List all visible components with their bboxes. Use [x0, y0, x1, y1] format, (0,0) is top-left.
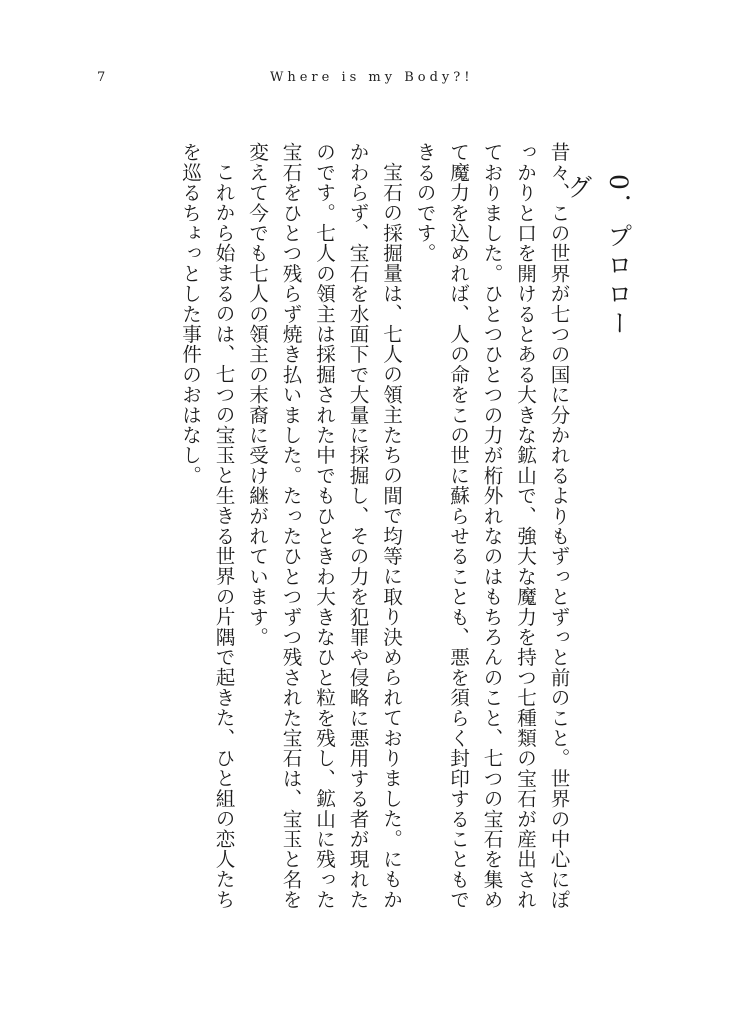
chapter-title: 0．プロローグ	[564, 174, 633, 339]
paragraph-2: 宝石の採掘量は、七人の領主たちの間で均等に取り決められておりました。にもかかわらず、宝石を水面下で大量に採掘し、その力を犯罪や侵略に悪用する者が現れたのです。七人の領主は採掘された中でもひときわ大きなひと粒を残し、鉱山に残った宝石をひとつ残らず焼き払いました。たったひとつずつ残された宝石は、宝玉と名を変えて今でも七人の領主の末裔に受け継がれています。	[245, 142, 403, 910]
running-title: Where is my Body?!	[270, 70, 474, 85]
body-text	[140, 142, 576, 914]
paragraph-1: 昔々、この世界が七つの国に分かれるよりもずっとずっと前のこと。世界の中心にぽっかりと口を開けるとある大きな鉱山で、強大な魔力を持つ七種類の宝石が産出されておりました。ひとつひとつの力が桁外れなのはもちろんのこと、七つの宝石を集めて魔力を込めれば、人の命をこの世に蘇らせることも、悪を須らく封印することもできるのです。	[413, 142, 570, 910]
page-number: 7	[97, 70, 107, 85]
paragraph-3: これから始まるのは、七つの宝玉と生きる世界の片隅で起きた、ひと組の恋人たちを巡るちょっとした事件のおはなし。	[178, 142, 235, 909]
